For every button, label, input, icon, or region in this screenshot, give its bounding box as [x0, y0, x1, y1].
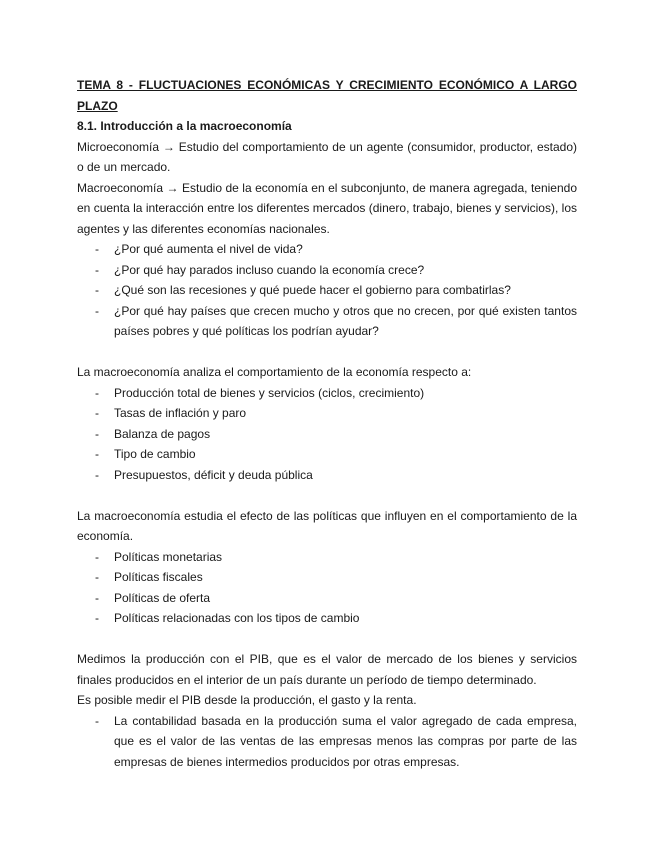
list-item: - Políticas de oferta — [77, 588, 577, 609]
bullet-dash: - — [95, 242, 99, 256]
bullet-dash: - — [95, 570, 99, 584]
list-item: - Políticas monetarias — [77, 547, 577, 568]
bullet-dash: - — [95, 549, 99, 564]
list-item: - Producción total de bienes y servicios (ciclos, crecimiento) — [77, 383, 577, 404]
microeconomics-definition: Microeconomía → Estudio del comportamiento de un agente (consumidor, productor, estado) o de un mercado. — [77, 139, 577, 174]
pib-definition: Medimos la producción con el PIB, que es el valor de mercado de los bienes y servicios finales producidos en el interior de un país durante un período de tiempo determinado. — [77, 652, 577, 687]
spacer — [77, 342, 577, 363]
bullet-dash: - — [95, 283, 99, 297]
document-page — [77, 75, 577, 772]
bullet-dash: - — [95, 611, 99, 625]
questions-list — [77, 239, 577, 342]
bullet-dash: - — [95, 426, 99, 441]
bullet-dash: - — [95, 447, 99, 461]
list-item: - Políticas relacionadas con los tipos de cambio — [77, 608, 577, 629]
bullet-dash: - — [95, 590, 99, 605]
bullet-dash: - — [95, 467, 99, 482]
list-item: - Presupuestos, déficit y deuda pública — [77, 465, 577, 486]
bullet-dash: - — [95, 713, 99, 728]
list-item: - ¿Por qué hay países que crecen mucho y otros que no crecen, por qué existen tantos países pobres y qué políticas los podrían ayudar? — [77, 301, 577, 342]
page-title-continued: PLAZO — [77, 98, 118, 113]
pib-list — [77, 711, 577, 773]
list-item: - ¿Por qué hay parados incluso cuando la economía crece? — [77, 260, 577, 281]
list-item: - Balanza de pagos — [77, 424, 577, 445]
analysis-list — [77, 383, 577, 486]
policies-list — [77, 547, 577, 629]
spacer — [77, 485, 577, 506]
list-item: - La contabilidad basada en la producción suma el valor agregado de cada empresa, que es el valor de las ventas de las empresas menos las compras por parte de las empresas de bienes intermedios producidos por otras empresas. — [77, 711, 577, 773]
list-item: - Políticas fiscales — [77, 567, 577, 588]
macroeconomics-definition: Macroeconomía → Estudio de la economía en el subconjunto, de manera agregada, teniendo en cuenta la interacción entre los diferentes mercados (dinero, trabajo, bienes y servicios), los agentes y las diferentes economías nacionales. — [77, 180, 577, 236]
bullet-dash: - — [95, 303, 99, 318]
analysis-intro: La macroeconomía analiza el comportamiento de la economía respecto a: — [77, 365, 472, 379]
pib-measurement: Es posible medir el PIB desde la producción, el gasto y la renta. — [77, 693, 417, 707]
list-item: - Tasas de inflación y paro — [77, 403, 577, 424]
spacer — [77, 629, 577, 650]
bullet-dash: - — [95, 406, 99, 420]
page-title: TEMA 8 - FLUCTUACIONES ECONÓMICAS Y CRECIMIENTO ECONÓMICO A LARGO — [77, 78, 577, 92]
policies-intro: La macroeconomía estudia el efecto de las políticas que influyen en el comportamiento de la economía. — [77, 508, 577, 543]
bullet-dash: - — [95, 262, 99, 277]
bullet-dash: - — [95, 385, 99, 400]
section-heading: 8.1. Introducción a la macroeconomía — [77, 119, 292, 133]
list-item: - ¿Por qué aumenta el nivel de vida? — [77, 239, 577, 260]
list-item: - Tipo de cambio — [77, 444, 577, 465]
list-item: - ¿Qué son las recesiones y qué puede hacer el gobierno para combatirlas? — [77, 280, 577, 301]
